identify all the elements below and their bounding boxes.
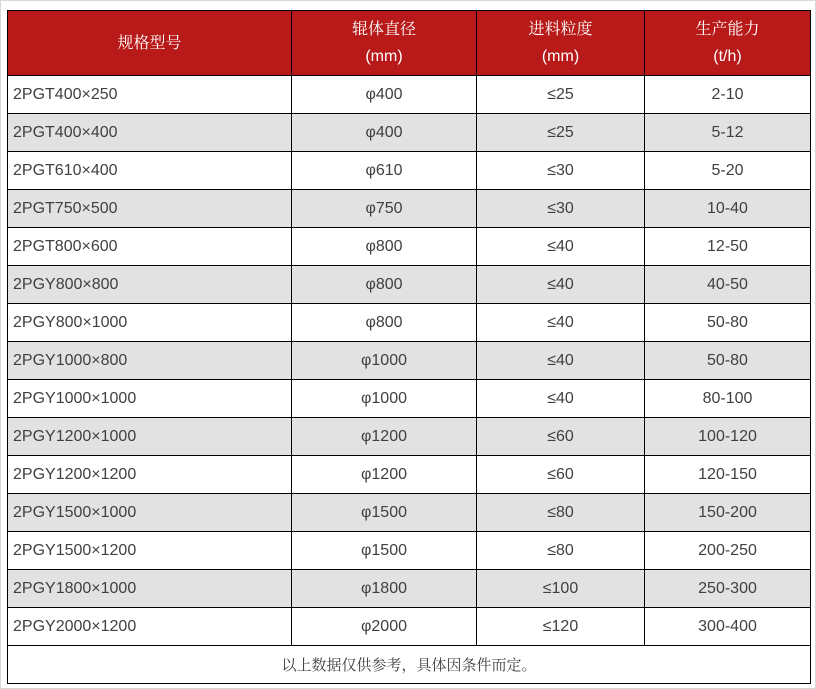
model-cell: 2PGY1200×1200 bbox=[8, 456, 292, 494]
model-cell: 2PGY1000×800 bbox=[8, 342, 292, 380]
capacity-cell: 250-300 bbox=[645, 570, 811, 608]
model-cell: 2PGY800×800 bbox=[8, 266, 292, 304]
feed-size-cell: ≤40 bbox=[477, 342, 645, 380]
feed-size-cell: ≤40 bbox=[477, 304, 645, 342]
diameter-cell: φ400 bbox=[292, 76, 477, 114]
feed-size-cell: ≤60 bbox=[477, 456, 645, 494]
model-cell: 2PGY1500×1200 bbox=[8, 532, 292, 570]
table-row bbox=[8, 114, 811, 152]
capacity-cell: 5-20 bbox=[645, 152, 811, 190]
header-feed-size-unit: (mm) bbox=[541, 48, 580, 65]
header-row bbox=[8, 11, 811, 76]
feed-size-cell: ≤30 bbox=[477, 152, 645, 190]
table-row bbox=[8, 342, 811, 380]
capacity-cell: 200-250 bbox=[645, 532, 811, 570]
feed-size-cell: ≤100 bbox=[477, 570, 645, 608]
feed-size-cell: ≤40 bbox=[477, 380, 645, 418]
diameter-cell: φ750 bbox=[292, 190, 477, 228]
table-row bbox=[8, 456, 811, 494]
header-diameter bbox=[292, 11, 477, 76]
header-model bbox=[8, 11, 292, 76]
capacity-cell: 80-100 bbox=[645, 380, 811, 418]
model-cell: 2PGY1200×1000 bbox=[8, 418, 292, 456]
header-capacity bbox=[645, 11, 811, 76]
header-model-label: 规格型号 bbox=[117, 34, 182, 52]
feed-size-cell: ≤80 bbox=[477, 532, 645, 570]
diameter-cell: φ800 bbox=[292, 266, 477, 304]
capacity-cell: 40-50 bbox=[645, 266, 811, 304]
table-row bbox=[8, 190, 811, 228]
diameter-cell: φ400 bbox=[292, 114, 477, 152]
diameter-cell: φ1200 bbox=[292, 456, 477, 494]
feed-size-cell: ≤120 bbox=[477, 608, 645, 646]
capacity-cell: 50-80 bbox=[645, 304, 811, 342]
diameter-cell: φ1200 bbox=[292, 418, 477, 456]
header-capacity-label: 生产能力 bbox=[695, 21, 760, 38]
capacity-cell: 2-10 bbox=[645, 76, 811, 114]
model-cell: 2PGT400×250 bbox=[8, 76, 292, 114]
header-feed-size-label: 进料粒度 bbox=[528, 21, 593, 38]
table-row bbox=[8, 494, 811, 532]
table-row bbox=[8, 228, 811, 266]
capacity-cell: 100-120 bbox=[645, 418, 811, 456]
diameter-cell: φ1500 bbox=[292, 532, 477, 570]
model-cell: 2PGY1800×1000 bbox=[8, 570, 292, 608]
footnote: 以上数据仅供参考，具体因条件而定。 bbox=[8, 646, 811, 684]
feed-size-cell: ≤40 bbox=[477, 228, 645, 266]
diameter-cell: φ1800 bbox=[292, 570, 477, 608]
feed-size-cell: ≤25 bbox=[477, 114, 645, 152]
header-capacity-unit: (t/h) bbox=[713, 48, 742, 65]
diameter-cell: φ800 bbox=[292, 228, 477, 266]
model-cell: 2PGT750×500 bbox=[8, 190, 292, 228]
table-row bbox=[8, 266, 811, 304]
diameter-cell: φ800 bbox=[292, 304, 477, 342]
feed-size-cell: ≤80 bbox=[477, 494, 645, 532]
capacity-cell: 50-80 bbox=[645, 342, 811, 380]
model-cell: 2PGY800×1000 bbox=[8, 304, 292, 342]
model-cell: 2PGY2000×1200 bbox=[8, 608, 292, 646]
header-feed-size bbox=[477, 11, 645, 76]
header-diameter-label: 辊体直径 bbox=[351, 21, 416, 38]
diameter-cell: φ1000 bbox=[292, 380, 477, 418]
spec-table bbox=[7, 10, 811, 684]
table-row bbox=[8, 608, 811, 646]
table-row bbox=[8, 304, 811, 342]
feed-size-cell: ≤40 bbox=[477, 266, 645, 304]
table-row bbox=[8, 380, 811, 418]
table-row bbox=[8, 418, 811, 456]
feed-size-cell: ≤60 bbox=[477, 418, 645, 456]
model-cell: 2PGY1000×1000 bbox=[8, 380, 292, 418]
diameter-cell: φ1000 bbox=[292, 342, 477, 380]
capacity-cell: 5-12 bbox=[645, 114, 811, 152]
feed-size-cell: ≤30 bbox=[477, 190, 645, 228]
model-cell: 2PGY1500×1000 bbox=[8, 494, 292, 532]
capacity-cell: 150-200 bbox=[645, 494, 811, 532]
capacity-cell: 300-400 bbox=[645, 608, 811, 646]
capacity-cell: 12-50 bbox=[645, 228, 811, 266]
table-row bbox=[8, 532, 811, 570]
diameter-cell: φ2000 bbox=[292, 608, 477, 646]
header-diameter-unit: (mm) bbox=[365, 48, 403, 65]
footnote-row bbox=[8, 646, 811, 684]
diameter-cell: φ1500 bbox=[292, 494, 477, 532]
capacity-cell: 10-40 bbox=[645, 190, 811, 228]
capacity-cell: 120-150 bbox=[645, 456, 811, 494]
model-cell: 2PGT610×400 bbox=[8, 152, 292, 190]
model-cell: 2PGT800×600 bbox=[8, 228, 292, 266]
feed-size-cell: ≤25 bbox=[477, 76, 645, 114]
table-row bbox=[8, 570, 811, 608]
table-row bbox=[8, 152, 811, 190]
diameter-cell: φ610 bbox=[292, 152, 477, 190]
model-cell: 2PGT400×400 bbox=[8, 114, 292, 152]
table-row bbox=[8, 76, 811, 114]
